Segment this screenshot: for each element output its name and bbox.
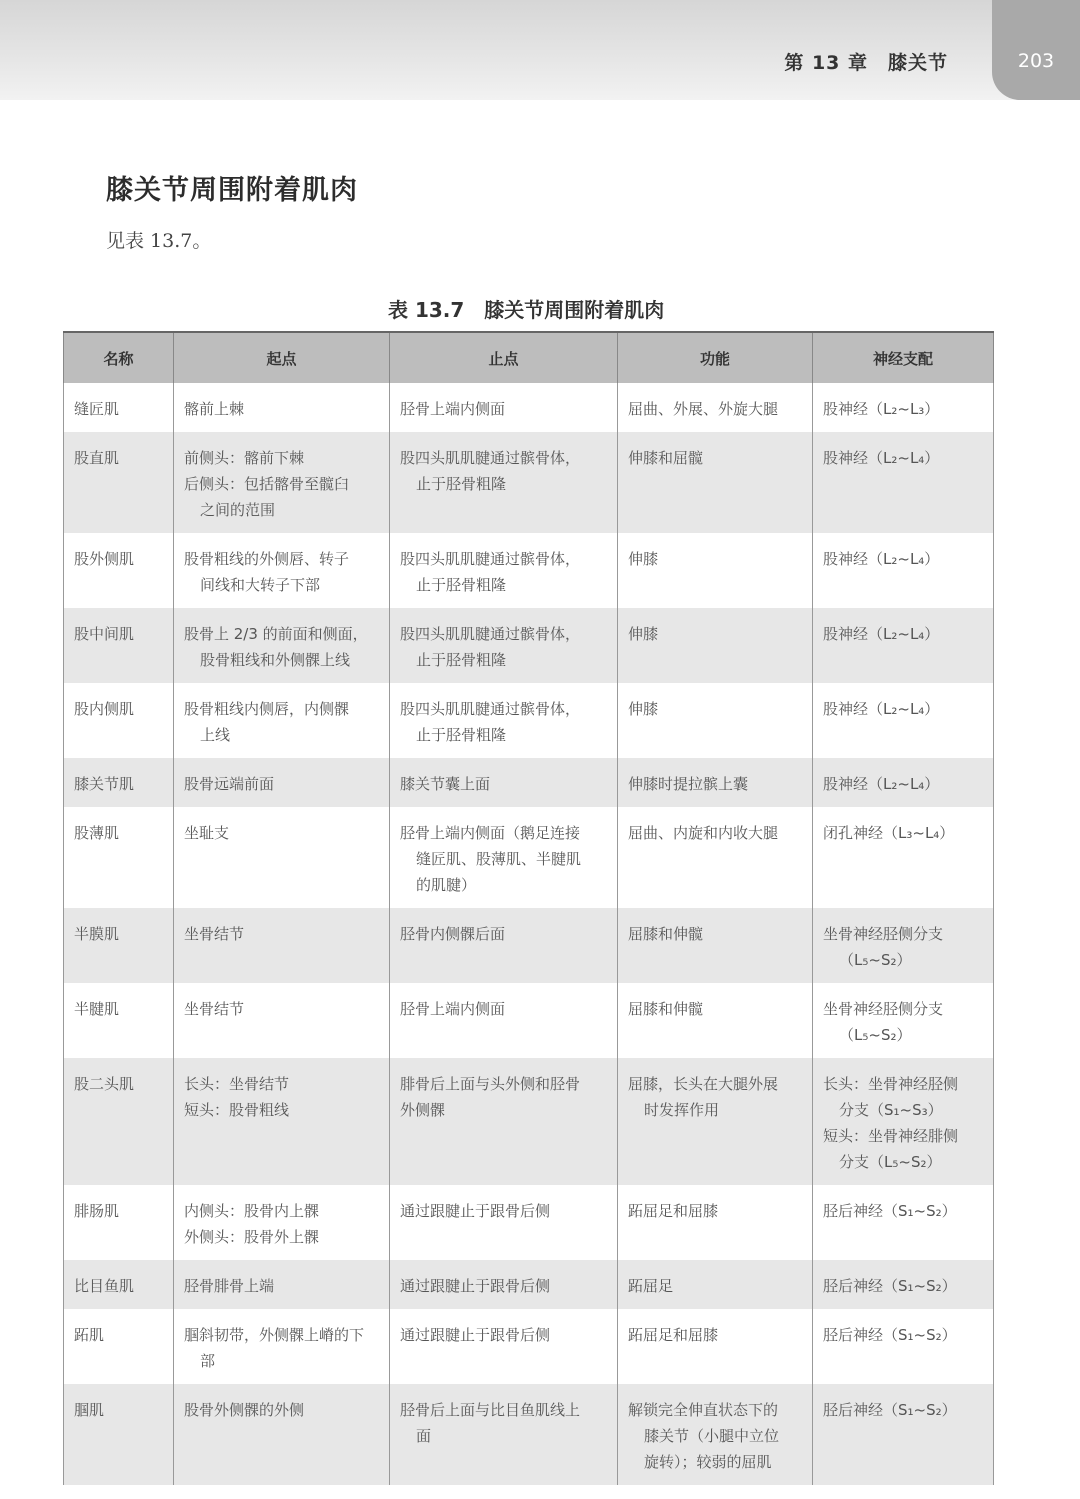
table-row <box>64 807 994 908</box>
cell-line: 止于胫骨粗隆 <box>416 651 507 669</box>
cell-line: 胫骨上端内侧面 <box>400 1000 506 1018</box>
column-header-nerve: 神经支配 <box>813 332 994 383</box>
table-row <box>64 383 994 432</box>
cell-nerve <box>813 383 994 432</box>
cell-line: 短头：股骨粗线 <box>184 1101 290 1119</box>
cell-function <box>618 983 813 1058</box>
cell-line: 坐骨结节 <box>184 925 245 943</box>
cell-insertion <box>390 683 618 758</box>
cell-insertion <box>390 758 618 807</box>
table-caption: 表 13.7 膝关节周围附着肌肉 <box>388 298 665 322</box>
cell-nerve <box>813 1058 994 1185</box>
cell-line: （L₅~S₂） <box>839 951 912 969</box>
chapter-title: 第 13 章 膝关节 <box>784 52 948 74</box>
table-row <box>64 432 994 533</box>
cell-line: 坐骨结节 <box>184 1000 245 1018</box>
cell-nerve <box>813 1185 994 1260</box>
cell-function <box>618 1058 813 1185</box>
cell-line: 通过跟腱止于跟骨后侧 <box>400 1277 551 1295</box>
cell-line: 膝关节（小腿中立位 <box>644 1427 780 1445</box>
cell-muscle-name: 股内侧肌 <box>64 683 174 758</box>
cell-line: 跖屈足和屈膝 <box>628 1326 719 1344</box>
table-row <box>64 1309 994 1384</box>
column-header-insertion: 止点 <box>390 332 618 383</box>
cell-muscle-name: 股中间肌 <box>64 608 174 683</box>
cell-insertion <box>390 608 618 683</box>
cell-insertion <box>390 432 618 533</box>
cell-line: 短头：坐骨神经腓侧 <box>823 1127 959 1145</box>
cell-function <box>618 1384 813 1485</box>
page-number: 203 <box>1017 50 1055 72</box>
cell-muscle-name: 缝匠肌 <box>64 383 174 432</box>
cell-muscle-name: 腓肠肌 <box>64 1185 174 1260</box>
cell-line: 长头：坐骨结节 <box>184 1075 290 1093</box>
cell-line: 坐耻支 <box>184 824 230 842</box>
cell-origin <box>174 1260 390 1309</box>
cell-line: 胫后神经（S₁~S₂） <box>823 1202 957 1220</box>
cell-line: 旋转）；较弱的屈肌 <box>644 1453 772 1471</box>
cell-line: 股四头肌肌腱通过髌骨体， <box>400 625 581 643</box>
cell-line: 之间的范围 <box>200 501 276 519</box>
cell-line: 止于胫骨粗隆 <box>416 726 507 744</box>
cell-line: 股神经（L₂~L₄） <box>823 700 940 718</box>
column-header-origin: 起点 <box>174 332 390 383</box>
cell-muscle-name: 腘肌 <box>64 1384 174 1485</box>
cell-insertion <box>390 1309 618 1384</box>
cell-line: 胫骨内侧髁后面 <box>400 925 506 943</box>
table-row <box>64 1058 994 1185</box>
cell-function <box>618 383 813 432</box>
cell-line: 腓骨后上面与头外侧和胫骨 <box>400 1075 581 1093</box>
cell-line: 前侧头：髂前下棘 <box>184 449 305 467</box>
cell-line: 通过跟腱止于跟骨后侧 <box>400 1326 551 1344</box>
cell-line: 内侧头：股骨内上髁 <box>184 1202 320 1220</box>
cell-nerve <box>813 807 994 908</box>
cell-function <box>618 1260 813 1309</box>
page-number-tab <box>992 0 1080 100</box>
cell-line: 闭孔神经（L₃~L₄） <box>823 824 955 842</box>
cell-muscle-name: 半膜肌 <box>64 908 174 983</box>
cell-insertion <box>390 983 618 1058</box>
cell-line: 长头：坐骨神经胫侧 <box>823 1075 959 1093</box>
cell-muscle-name: 膝关节肌 <box>64 758 174 807</box>
header-band <box>0 0 1080 100</box>
cell-origin <box>174 683 390 758</box>
cell-line: 股神经（L₂~L₄） <box>823 449 940 467</box>
cell-line: 伸膝时提拉髌上囊 <box>628 775 749 793</box>
cell-origin <box>174 1384 390 1485</box>
column-header-function: 功能 <box>618 332 813 383</box>
cell-origin <box>174 1058 390 1185</box>
cell-insertion <box>390 807 618 908</box>
cell-line: 胫骨腓骨上端 <box>184 1277 275 1295</box>
table-row <box>64 908 994 983</box>
cell-nerve <box>813 432 994 533</box>
cell-line: 分支（S₁~S₃） <box>839 1101 943 1119</box>
cell-insertion <box>390 533 618 608</box>
table-header-row <box>64 332 994 383</box>
cell-insertion <box>390 1185 618 1260</box>
cell-function <box>618 758 813 807</box>
cell-line: 坐骨神经胫侧分支 <box>823 1000 944 1018</box>
cell-nerve <box>813 533 994 608</box>
cell-line: 伸膝 <box>628 550 659 568</box>
cell-function <box>618 608 813 683</box>
cell-line: 屈膝和伸髋 <box>628 925 704 943</box>
cell-nerve <box>813 608 994 683</box>
cell-line: 解锁完全伸直状态下的 <box>628 1401 779 1419</box>
cell-insertion <box>390 1384 618 1485</box>
cell-line: 胫后神经（S₁~S₂） <box>823 1401 957 1419</box>
cell-function <box>618 533 813 608</box>
cell-line: 股骨远端前面 <box>184 775 275 793</box>
cell-line: 股神经（L₂~L₄） <box>823 625 940 643</box>
cell-origin <box>174 758 390 807</box>
cell-line: 胫后神经（S₁~S₂） <box>823 1277 957 1295</box>
cell-muscle-name: 股外侧肌 <box>64 533 174 608</box>
cell-line: 后侧头：包括髂骨至髋臼 <box>184 475 350 493</box>
cell-muscle-name: 股直肌 <box>64 432 174 533</box>
cell-origin <box>174 533 390 608</box>
cell-line: 缝匠肌、股薄肌、半腱肌 <box>416 850 582 868</box>
cell-line: 屈曲、内旋和内收大腿 <box>628 824 779 842</box>
cell-insertion <box>390 1260 618 1309</box>
cell-function <box>618 1185 813 1260</box>
cell-origin <box>174 432 390 533</box>
cell-line: 股四头肌肌腱通过髌骨体， <box>400 449 581 467</box>
cell-insertion <box>390 908 618 983</box>
cell-muscle-name: 跖肌 <box>64 1309 174 1384</box>
cell-nerve <box>813 908 994 983</box>
cell-muscle-name: 比目鱼肌 <box>64 1260 174 1309</box>
cell-line: 股四头肌肌腱通过髌骨体， <box>400 550 581 568</box>
cell-line: 股四头肌肌腱通过髌骨体， <box>400 700 581 718</box>
cell-function <box>618 1309 813 1384</box>
cell-origin <box>174 1185 390 1260</box>
cell-origin <box>174 807 390 908</box>
cell-origin <box>174 383 390 432</box>
cell-line: （L₅~S₂） <box>839 1026 912 1044</box>
cell-line: 伸膝 <box>628 700 659 718</box>
cell-line: 面 <box>416 1427 432 1445</box>
table-row <box>64 1384 994 1485</box>
cell-line: 上线 <box>200 726 231 744</box>
cell-muscle-name: 股二头肌 <box>64 1058 174 1185</box>
cell-line: 止于胫骨粗隆 <box>416 475 507 493</box>
cell-line: 胫骨上端内侧面 <box>400 400 506 418</box>
cell-line: 外侧头：股骨外上髁 <box>184 1228 320 1246</box>
cell-nerve <box>813 1384 994 1485</box>
cell-line: 胫后神经（S₁~S₂） <box>823 1326 957 1344</box>
cell-line: 股骨上 2/3 的前面和侧面， <box>184 625 368 643</box>
cell-line: 跖屈足和屈膝 <box>628 1202 719 1220</box>
cell-line: 髂前上棘 <box>184 400 245 418</box>
cell-line: 股神经（L₂~L₄） <box>823 550 940 568</box>
cell-function <box>618 908 813 983</box>
cell-line: 股骨外侧髁的外侧 <box>184 1401 305 1419</box>
cell-function <box>618 807 813 908</box>
cell-origin <box>174 1309 390 1384</box>
cell-insertion <box>390 1058 618 1185</box>
cell-line: 屈膝和伸髋 <box>628 1000 704 1018</box>
cell-insertion <box>390 383 618 432</box>
cell-muscle-name: 股薄肌 <box>64 807 174 908</box>
table-row <box>64 758 994 807</box>
cell-line: 分支（L₅~S₂） <box>839 1153 942 1171</box>
cell-origin <box>174 983 390 1058</box>
cell-line: 通过跟腱止于跟骨后侧 <box>400 1202 551 1220</box>
cell-origin <box>174 608 390 683</box>
section-title: 膝关节周围附着肌肉 <box>106 175 358 206</box>
cell-line: 膝关节囊上面 <box>400 775 491 793</box>
cell-line: 部 <box>200 1352 216 1370</box>
cell-line: 胫骨上端内侧面（鹅足连接 <box>400 824 581 842</box>
cell-line: 胫骨后上面与比目鱼肌线上 <box>400 1401 581 1419</box>
cell-nerve <box>813 983 994 1058</box>
cell-origin <box>174 908 390 983</box>
cell-line: 伸膝 <box>628 625 659 643</box>
table-row <box>64 683 994 758</box>
muscle-table <box>63 331 994 1485</box>
cell-line: 屈膝，长头在大腿外展 <box>628 1075 779 1093</box>
cell-function <box>618 432 813 533</box>
table-reference: 见表 13.7。 <box>106 230 212 252</box>
cell-line: 止于胫骨粗隆 <box>416 576 507 594</box>
cell-muscle-name: 半腱肌 <box>64 983 174 1058</box>
table-row <box>64 533 994 608</box>
table-row <box>64 983 994 1058</box>
cell-line: 屈曲、外展、外旋大腿 <box>628 400 779 418</box>
cell-nerve <box>813 683 994 758</box>
cell-line: 股神经（L₂~L₄） <box>823 775 940 793</box>
cell-line: 外侧髁 <box>400 1101 446 1119</box>
table-row <box>64 608 994 683</box>
cell-line: 的肌腱） <box>416 876 477 894</box>
cell-line: 股骨粗线内侧唇，内侧髁 <box>184 700 350 718</box>
cell-line: 间线和大转子下部 <box>200 576 321 594</box>
cell-line: 时发挥作用 <box>644 1101 720 1119</box>
cell-line: 坐骨神经胫侧分支 <box>823 925 944 943</box>
cell-line: 股骨粗线的外侧唇、转子 <box>184 550 350 568</box>
table-row <box>64 1260 994 1309</box>
cell-nerve <box>813 758 994 807</box>
cell-line: 跖屈足 <box>628 1277 674 1295</box>
cell-nerve <box>813 1309 994 1384</box>
table-body <box>64 383 994 1485</box>
cell-line: 腘斜韧带，外侧髁上嵴的下 <box>184 1326 365 1344</box>
column-header-name: 名称 <box>64 332 174 383</box>
cell-nerve <box>813 1260 994 1309</box>
cell-function <box>618 683 813 758</box>
table-row <box>64 1185 994 1260</box>
cell-line: 股神经（L₂~L₃） <box>823 400 940 418</box>
cell-line: 股骨粗线和外侧髁上线 <box>200 651 351 669</box>
cell-line: 伸膝和屈髋 <box>628 449 704 467</box>
